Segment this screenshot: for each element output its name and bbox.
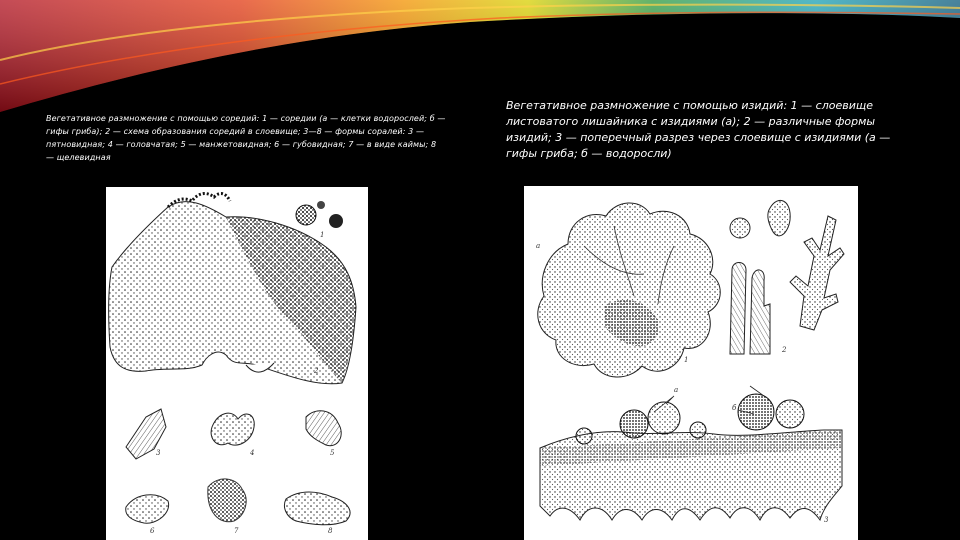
label-7: 7 (234, 527, 239, 535)
label-a-1: а (536, 242, 541, 250)
soredia-drawing (106, 187, 368, 540)
label-fig-2: 2 (782, 346, 787, 354)
label-b: б (732, 404, 737, 412)
soralium-6 (126, 495, 169, 523)
label-a-2: а (674, 386, 679, 394)
label-3: 3 (156, 449, 161, 457)
caption-soredia: Вегетативное размножение с помощью соредий: 1 — соредии (а — клетки водорослей; б — гифы гриба); 2 — схема образования соредий в слоевище; 3—8 — формы соралей: 3 — пятновидная; 4 — головчатая; 5 — манжетовидная; 6 — губовидная; 7 — в виде каймы; 8 — щелевидная (46, 114, 446, 162)
soredia-illustration (106, 187, 368, 540)
soralium-7 (208, 479, 246, 522)
isidia-drawing (524, 186, 858, 540)
isidium-cylindrical (730, 263, 746, 355)
label-6: 6 (150, 527, 155, 535)
isidium-section-4 (776, 400, 804, 428)
soralium-8 (284, 492, 350, 525)
isidium-section-2 (648, 402, 680, 434)
isidium-section-1 (620, 410, 648, 438)
isidium-section-3 (738, 394, 774, 430)
label-4: 4 (250, 449, 255, 457)
isidium-globular (730, 218, 750, 238)
label-2: 2 (314, 367, 319, 375)
label-fig-3: 3 (824, 516, 829, 524)
caption-isidia: Вегетативное размножение с помощью изидий: 1 — слоевище листоватого лишайника с изидиями (а); 2 — различные формы изидий; 3 — поперечный разрез через слоевище с изидиями (а — гифы гриба; б — водоросли) (506, 99, 891, 160)
label-5: 5 (330, 449, 335, 457)
isidium-coralloid (790, 216, 844, 330)
label-1: 1 (320, 231, 325, 239)
label-8: 8 (328, 527, 333, 535)
soralium-5 (306, 411, 341, 446)
foliose-thallus (538, 203, 721, 377)
isidium-club (768, 200, 790, 235)
isidia-illustration (524, 186, 858, 540)
label-fig-1: 1 (684, 356, 689, 364)
soralium-4 (211, 413, 254, 445)
